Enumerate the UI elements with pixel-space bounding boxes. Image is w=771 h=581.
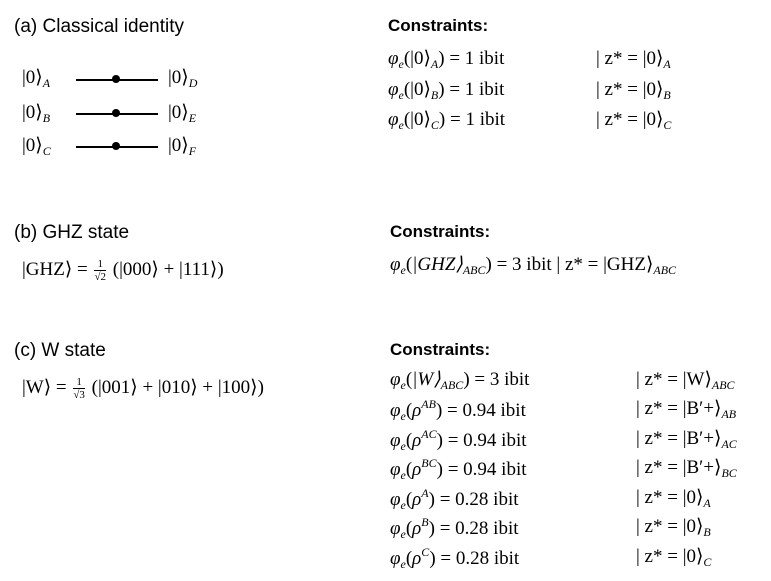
circuit-node-a xyxy=(112,75,120,83)
section-c-constraints-label: Constraints: xyxy=(390,340,491,359)
constraint-z: | $z* = |0⟩_B$ xyxy=(636,516,711,539)
constraint-z: | $z* = |0⟩_A$ xyxy=(636,487,711,510)
circuit-input-b: $|0⟩_B$ xyxy=(22,102,51,125)
section-b-constraints-label: Constraints: xyxy=(390,222,491,241)
constraint-row: $\varphi_e(|0⟩_B) = 1$ ibit xyxy=(388,79,505,102)
constraint-z: | $z* = |W⟩_{ABC}$ xyxy=(636,369,735,392)
constraint-z: | $z* = |0⟩_B$ xyxy=(596,79,671,102)
constraint-row: $\varphi_e(|0⟩_C) = 1$ ibit xyxy=(388,109,506,132)
constraint-z: | $z* = |0⟩_A$ xyxy=(596,48,671,71)
section-a-title: (a) Classical identity xyxy=(14,16,184,37)
constraint-row: $\varphi_e(\rho^A) = 0.28$ ibit xyxy=(390,486,519,512)
circuit-input-a: $|0⟩_A$ xyxy=(22,67,51,90)
constraint-row: $\varphi_e(\rho^{AB}) = 0.94$ ibit xyxy=(390,397,526,423)
circuit-input-c: $|0⟩_C$ xyxy=(22,135,51,158)
constraint-row: $\varphi_e(\rho^C) = 0.28$ ibit xyxy=(390,545,520,571)
ghz-fraction: $\frac{1}{√2}$ xyxy=(94,258,107,284)
section-b-title: (b) GHZ state xyxy=(14,222,130,243)
constraint-row: $\varphi_e(|GHZ⟩_{ABC}) = 3$ ibit | $z* = |GHZ⟩_{ABC}$ xyxy=(390,254,677,277)
constraint-row: $\varphi_e(|W⟩_{ABC}) = 3$ ibit xyxy=(390,369,530,392)
section-a-constraints-label: Constraints: xyxy=(388,16,489,35)
circuit-output-f: $|0⟩_F$ xyxy=(168,135,197,158)
w-fraction: $\frac{1}{√3}$ xyxy=(73,376,85,402)
w-state-equation: |W⟩ = $\frac{1}{√3}$ (|001⟩ + |010⟩ + |100⟩) xyxy=(22,376,264,402)
constraint-z: | $z* = |0⟩_C$ xyxy=(636,546,712,569)
constraint-row: $\varphi_e(\rho^B) = 0.28$ ibit xyxy=(390,515,519,541)
section-c-title: (c) W state xyxy=(14,340,106,361)
constraint-row: $\varphi_e(|0⟩_A) = 1$ ibit xyxy=(388,48,505,71)
circuit-node-b xyxy=(112,109,120,117)
constraint-z: | $z* = |B'+⟩_{AC}$ xyxy=(636,428,737,451)
circuit-output-e: $|0⟩_E$ xyxy=(168,102,197,125)
ghz-state-equation: |GHZ⟩ = $\frac{1}{√2}$ (|000⟩ + |111⟩) xyxy=(22,258,224,284)
constraint-z: | $z* = |B'+⟩_{BC}$ xyxy=(636,457,737,480)
circuit-output-d: $|0⟩_D$ xyxy=(168,67,198,90)
constraint-z: | $z* = |B'+⟩_{AB}$ xyxy=(636,398,737,421)
constraint-row: $\varphi_e(\rho^{AC}) = 0.94$ ibit xyxy=(390,427,527,453)
circuit-node-c xyxy=(112,142,120,150)
constraint-z: | $z* = |0⟩_C$ xyxy=(596,109,672,132)
constraint-row: $\varphi_e(\rho^{BC}) = 0.94$ ibit xyxy=(390,456,527,482)
